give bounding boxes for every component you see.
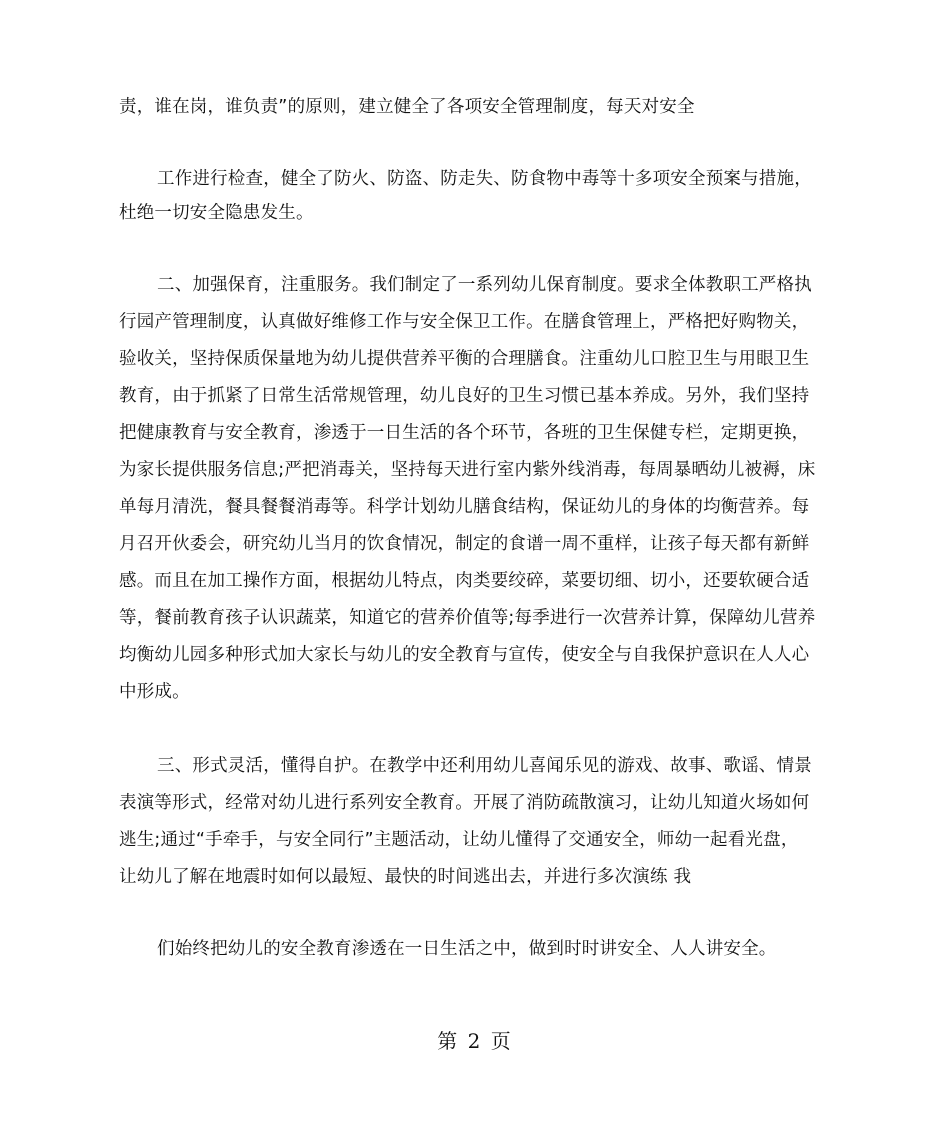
text-line: 表演等形式，经常对幼儿进行系列安全教育。开展了消防疏散演习，让幼儿知道火场如何 [119, 793, 810, 813]
text-line: 二、加强保育，注重服务。我们制定了一系列幼儿保育制度。要求全体教职工严格执 [157, 275, 812, 295]
text-line: 为家长提供服务信息;严把消毒关，坚持每天进行室内紫外线消毒，每周暴晒幼儿被褥，床 [119, 460, 816, 480]
text-line: 感。而且在加工操作方面，根据幼儿特点，肉类要绞碎，菜要切细、切小，还要软硬合适 [119, 571, 810, 591]
text-line: 三、形式灵活，懂得自护。在教学中还利用幼儿喜闻乐见的游戏、故事、歌谣、情景 [157, 756, 812, 776]
text-line: 行园产管理制度，认真做好维修工作与安全保卫工作。在膳食管理上，严格把好购物关， [119, 312, 810, 332]
text-line: 验收关，坚持保质保量地为幼儿提供营养平衡的合理膳食。注重幼儿口腔卫生与用眼卫生 [119, 349, 810, 369]
text-line: 逃生;通过“手牵手，与安全同行”主题活动，让幼儿懂得了交通安全，师幼一起看光盘， [119, 830, 799, 850]
text-line: 工作进行检查，健全了防火、防盗、防走失、防食物中毒等十多项安全预案与措施， [157, 169, 812, 189]
text-line: 把健康教育与安全教育，渗透于一日生活的各个环节，各班的卫生保健专栏，定期更换， [119, 423, 810, 443]
text-line: 单每月清洗，餐具餐餐消毒等。科学计划幼儿膳食结构，保证幼儿的身体的均衡营养。每 [119, 497, 810, 517]
text-line: 们始终把幼儿的安全教育渗透在一日生活之中，做到时时讲安全、人人讲安全。 [157, 939, 777, 959]
text-line: 让幼儿了解在地震时如何以最短、最快的时间逃出去，并进行多次演练 我 [119, 867, 692, 887]
text-line: 月召开伙委会，研究幼儿当月的饮食情况，制定的食谱一周不重样，让孩子每天都有新鲜 [119, 534, 810, 554]
text-line: 等，餐前教育孩子认识蔬菜，知道它的营养价值等;每季进行一次营养计算，保障幼儿营养 [119, 608, 816, 628]
text-line: 教育，由于抓紧了日常生活常规管理，幼儿良好的卫生习惯已基本养成。另外，我们坚持 [119, 386, 810, 406]
text-line: 均衡幼儿园多种形式加大家长与幼儿的安全教育与宣传，使安全与自我保护意识在人人心 [119, 645, 810, 665]
text-line: 杜绝一切安全隐患发生。 [119, 203, 314, 223]
text-line: 责，谁在岗，谁负责”的原则，建立健全了各项安全管理制度，每天对安全 [119, 97, 695, 117]
page-number: 第 2 页 [437, 1029, 513, 1053]
text-line: 中形成。 [119, 682, 190, 702]
